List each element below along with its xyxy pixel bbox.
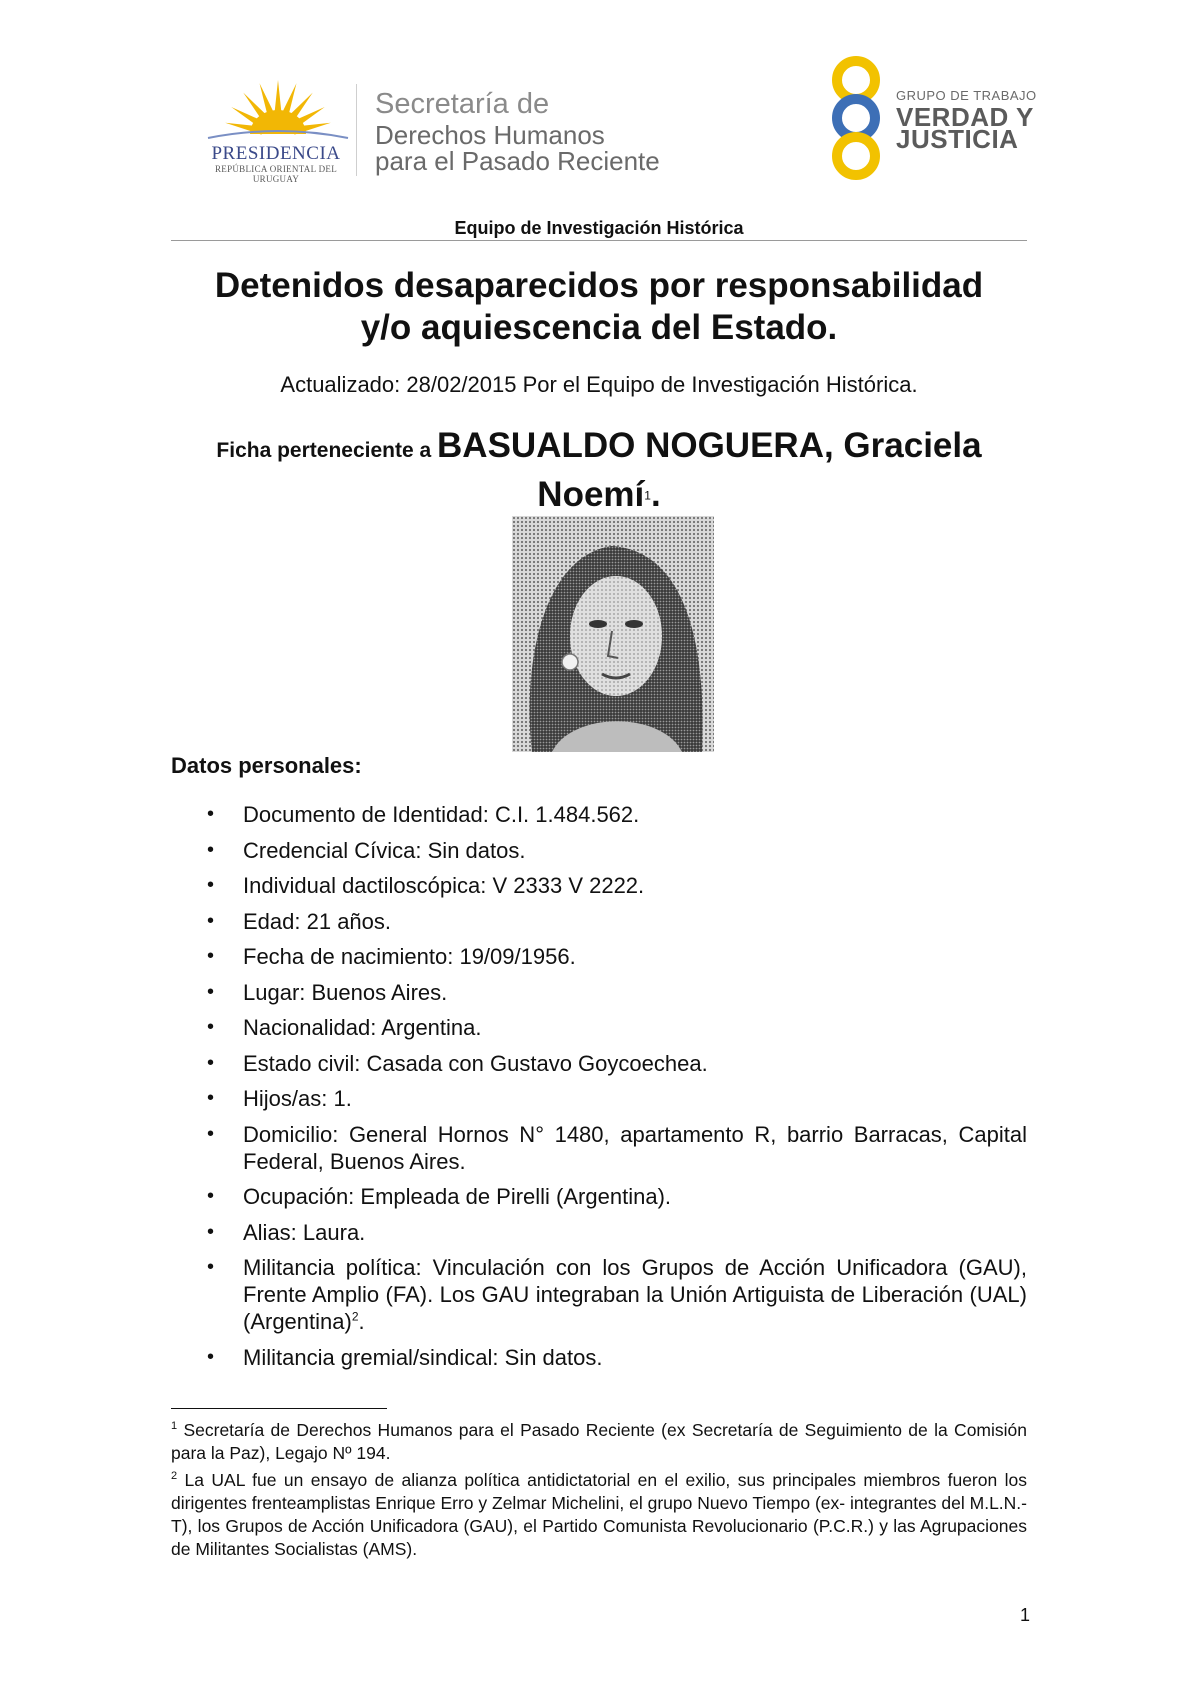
list-item: • Documento de Identidad: C.I. 1.484.562. [205,801,1027,828]
updated-line: Actualizado: 28/02/2015 Por el Equipo de Investigación Histórica. [280,372,918,397]
title-line2: y/o aquiescencia del Estado. [360,308,838,347]
footnote-2-text: La UAL fue un ensayo de alianza política antidictatorial en el exilio, sus principales miembros fueron los dirigentes frenteamplistas Enrique Erro y Zelmar Michelini, el grupo Nuevo Tiempo (ex- integrantes del M.L.N.-T), los Grupos de Acción Unificadora (GAU), el Partido Comunista Revolucionario (P.C.R.) y las Agrupaciones de Militantes Socialistas (AMS). [171,1469,1027,1559]
list-item: • Alias: Laura. [205,1219,1027,1246]
portrait-photo [512,516,714,752]
list-item: • Militancia gremial/sindical: Sin datos. [205,1344,1027,1371]
ficha-name-part1: BASUALDO NOGUERA, Graciela [437,426,982,465]
section-title-personal-data: Datos personales: [171,753,362,778]
verdad-justicia-rings-logo [820,56,900,180]
militancia-text: Militancia política: Vinculación con los Grupos de Acción Unificadora (GAU), Frente Amplio (FA). Los GAU integraban la Unión Artiguista de Liberación (UAL) (Argentina) [243,1255,1027,1334]
footnote-2-number: 2 [171,1469,178,1482]
militancia-end: . [358,1309,365,1334]
header-divider [356,84,357,176]
presidencia-title: PRESIDENCIA [211,143,341,164]
footnote-2 [171,1465,1027,1561]
ficha-prefix: Ficha perteneciente a [216,439,438,462]
page-title [171,265,1027,349]
list-item: • Ocupación: Empleada de Pirelli (Argentina). [205,1183,1027,1210]
grupo-trabajo-label: GRUPO DE TRABAJO [896,88,1037,103]
secretaria-line1: Secretaría de [375,88,550,120]
list-item: • Credencial Cívica: Sin datos. [205,837,1027,864]
justicia-label: JUSTICIA [896,124,1019,154]
list-item: • Edad: 21 años. [205,908,1027,935]
list-item: • Nacionalidad: Argentina. [205,1014,1027,1041]
presidencia-subtitle: REPÚBLICA ORIENTAL DEL URUGUAY [214,164,338,184]
list-item: • Lugar: Buenos Aires. [205,979,1027,1006]
footnote-ref-2: 2 [351,1309,359,1324]
footnote-1-number: 1 [171,1420,178,1432]
ficha-name-part2: Noemí [537,475,645,514]
footnote-rule [171,1408,387,1409]
list-item: • Domicilio: General Hornos N° 1480, apartamento R, barrio Barracas, Capital Federal, Buenos Aires. [205,1121,1027,1175]
list-item: • Hijos/as: 1. [205,1085,1027,1112]
list-item: • Fecha de nacimiento: 19/09/1956. [205,943,1027,970]
list-item: • Estado civil: Casada con Gustavo Goycoechea. [205,1050,1027,1077]
ficha-heading [171,425,1027,523]
ficha-name-end: . [650,475,661,514]
personal-data-list [205,801,1027,1379]
title-line1: Detenidos desaparecidos por responsabilidad [214,266,984,305]
list-item: • Individual dactiloscópica: V 2333 V 2222. [205,872,1027,899]
header-rule [171,240,1027,241]
team-label: Equipo de Investigación Histórica [454,218,744,238]
verdad-label: VERDAD Y [896,102,1034,132]
footnotes [171,1415,1027,1561]
page-number: 1 [1019,1605,1030,1625]
footnote-1 [171,1415,1027,1465]
footnote-1-text: Secretaría de Derechos Humanos para el Pasado Reciente (ex Secretaría de Seguimiento de la Comisión para la Paz), Legajo Nº 194. [171,1419,1027,1463]
footnote-ref-1: 1 [644,488,651,503]
secretaria-line3: para el Pasado Reciente [375,146,660,176]
list-item-militancia [205,1254,1027,1335]
secretaria-line2: Derechos Humanos [375,120,605,150]
